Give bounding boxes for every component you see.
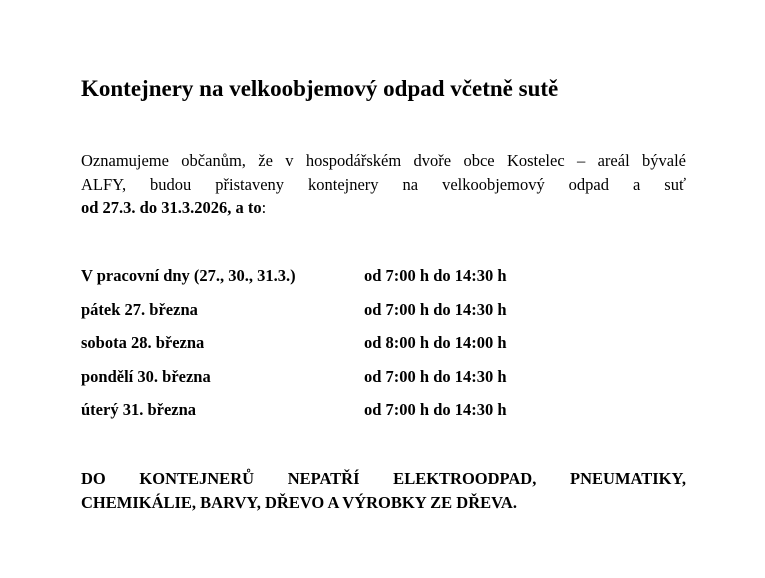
- intro-line-1: Oznamujeme občanům, že v hospodářském dvoře obce Kostelec – areál bývalé: [81, 151, 686, 170]
- schedule-day: úterý 31. března: [81, 400, 197, 420]
- schedule-day: V pracovní dny (27., 30., 31.3.): [81, 266, 296, 285]
- schedule-time: od 7:00 h do 14:30 h: [364, 400, 507, 420]
- schedule-row: [81, 333, 686, 367]
- notice-title: Kontejnery na velkoobjemový odpad včetně sutě: [81, 76, 559, 101]
- warning-line-1: DO KONTEJNERŮ NEPATŘÍ ELEKTROODPAD, PNEUMATIKY,: [81, 469, 686, 488]
- warning-line-2: CHEMIKÁLIE, BARVY, DŘEVO A VÝROBKY ZE DŘEVA.: [81, 492, 517, 512]
- schedule-row: [81, 300, 686, 334]
- schedule-time: od 7:00 h do 14:30 h: [364, 299, 507, 319]
- intro-line-2: ALFY, budou přistaveny kontejnery na velkoobjemový odpad a suť: [81, 174, 686, 194]
- schedule-time: od 8:00 h do 14:00 h: [364, 333, 507, 353]
- schedule-row: [81, 400, 686, 434]
- schedule-time: od 7:00 h do 14:30 h: [364, 366, 507, 386]
- notice-document: [81, 0, 686, 578]
- intro-paragraph: [81, 149, 686, 220]
- schedule-table: [81, 266, 686, 434]
- intro-line-3: [81, 196, 686, 220]
- schedule-row: [81, 367, 686, 401]
- schedule-day: pátek 27. března: [81, 299, 198, 319]
- schedule-time: od 7:00 h do 14:30 h: [364, 266, 507, 285]
- intro-colon: :: [261, 198, 267, 217]
- warning-paragraph: [81, 467, 686, 514]
- date-range: od 27.3. do 31.3.2026, a to: [81, 198, 262, 217]
- schedule-day: sobota 28. března: [81, 333, 205, 353]
- schedule-day: pondělí 30. března: [81, 366, 211, 386]
- schedule-row: [81, 266, 686, 300]
